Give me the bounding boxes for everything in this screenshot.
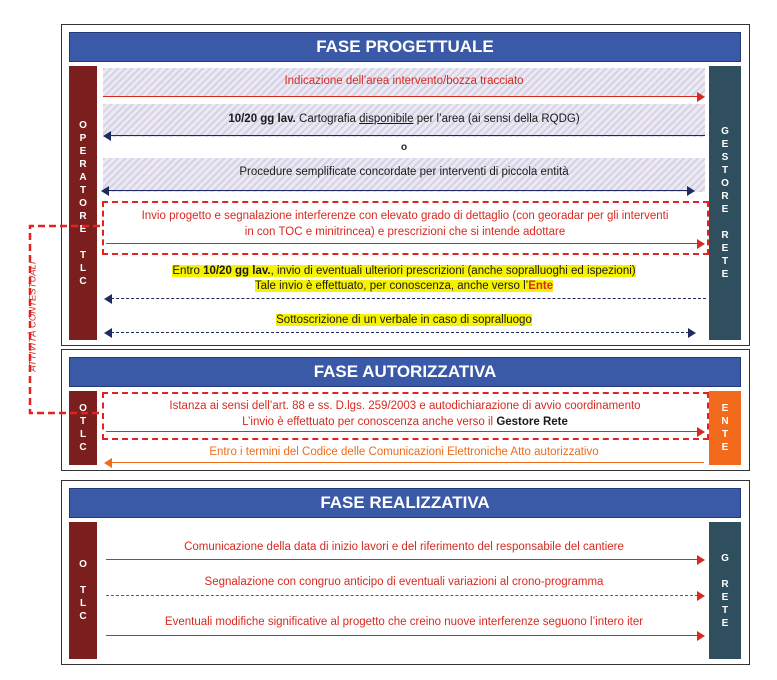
operatore-tlc-letter: E [79, 223, 87, 235]
operatore-tlc-letter: R [79, 158, 87, 170]
gestore-rete-letter: T [721, 256, 729, 267]
operatore-tlc-letter: A [79, 171, 87, 183]
row-indicazione-area: Indicazione dell’area intervento/bozza tracciato [284, 75, 524, 87]
verbale-text: Sottoscrizione di un verbale in caso di sopralluogo [276, 314, 532, 326]
or-separator: o [400, 142, 408, 153]
otlc-bar-realizzativa [69, 522, 97, 659]
row-ulteriori-prescrizioni-l1 [103, 265, 705, 277]
cartografia-text-b: per l’area (ai sensi della RQDG) [413, 113, 580, 125]
row-invio-progetto-l2: in con TOC e minitrincea) e prescrizioni che si intende adottare [244, 226, 566, 238]
row-atto-autorizzativo: Entro i termini del Codice delle Comunicazioni Elettroniche Atto autorizzativo [209, 446, 599, 458]
gestore-rete-letter: O [721, 178, 729, 189]
otlc-letter: L [79, 598, 87, 609]
title-fase-autorizzativa: FASE AUTORIZZATIVA [69, 357, 741, 387]
cartografia-text-a: Cartografia [295, 113, 360, 125]
gestore-rete-letter: S [721, 152, 729, 163]
attivita-contestuali-label: ATTIVITÀ CONTESTUALI [27, 261, 39, 372]
ente-letter: N [721, 416, 729, 427]
gestore-rete-letter: E [721, 204, 729, 215]
row-modifiche-significative: Eventuali modifiche significative al progetto che creino nuove interferenze seguono l’intero iter [164, 616, 644, 628]
row-invio-progetto-l1: Invio progetto e segnalazione interferenze con elevato grado di dettaglio (con georadar per gli interventi [141, 210, 669, 222]
operatore-tlc-letter: E [79, 145, 87, 157]
gestore-rete-letter [724, 216, 727, 229]
title-fase-progettuale: FASE PROGETTUALE [69, 32, 741, 62]
gestore-rete-letter: R [721, 230, 729, 241]
otlc-letter: C [79, 442, 87, 453]
operatore-tlc-letter: O [79, 197, 87, 209]
gestore-rete-bar-realizzativa [709, 522, 741, 659]
entro-text: Entro [172, 265, 204, 277]
operatore-tlc-letter: T [79, 249, 87, 261]
gestore-rete-letter: E [721, 243, 729, 254]
ente-bar [709, 391, 741, 465]
otlc-letter: T [79, 416, 87, 427]
ente-ref: Ente [528, 280, 554, 292]
row-procedure-semplificate: Procedure semplificate concordate per interventi di piccola entità [239, 166, 569, 178]
gestore-rete-letter: R [721, 191, 729, 202]
otlc-letter: T [79, 585, 87, 596]
otlc-letter: L [79, 429, 87, 440]
gestore-rete-letter: E [721, 139, 729, 150]
operatore-tlc-letter: T [79, 184, 87, 196]
g-rete-letter: E [721, 591, 729, 603]
ente-letter: T [721, 429, 729, 440]
ente-letter: E [721, 403, 729, 414]
contestuali-connector [0, 0, 110, 420]
otlc-letter: O [79, 403, 87, 414]
row-istanza-l1: Istanza ai sensi dell’art. 88 e ss. D.lgs. 259/2003 e autodichiarazione di avvio coordinamento [169, 400, 641, 412]
otlc-letter: O [79, 559, 87, 570]
gestore-rete-bar [709, 66, 741, 340]
gestore-rete-letter: G [721, 126, 729, 137]
otlc-letter [82, 571, 85, 584]
row-inizio-lavori: Comunicazione della data di inizio lavori e del riferimento del responsabile del cantiere [184, 541, 624, 553]
title-fase-realizzativa: FASE REALIZZATIVA [69, 488, 741, 518]
cartografia-disponibile: disponibile [359, 113, 414, 125]
otlc-letter: C [79, 611, 87, 622]
operatore-tlc-letter: O [79, 119, 87, 131]
ente-letter: E [721, 442, 729, 453]
operatore-tlc-letter: P [79, 132, 87, 144]
tale-invio-text: Tale invio è effettuato, per conoscenza, anche verso l’ [254, 280, 529, 292]
row-sottoscrizione-verbale [103, 314, 705, 326]
operatore-tlc-letter: C [79, 275, 87, 287]
g-rete-letter: G [721, 552, 729, 564]
operatore-tlc-letter: R [79, 210, 87, 222]
g-rete-letter: E [721, 617, 729, 629]
row-ulteriori-prescrizioni-l2 [103, 280, 705, 292]
prescrizioni-text: , invio di eventuali ulteriori prescrizioni (anche sopralluoghi ed ispezioni) [270, 265, 636, 277]
row-crono-programma: Segnalazione con congruo anticipo di eventuali variazioni al crono-programma [204, 576, 604, 588]
gestore-rete-letter: T [721, 165, 729, 176]
row-istanza-l2 [104, 416, 706, 428]
g-rete-letter [724, 565, 727, 578]
prescrizioni-days: 10/20 gg lav. [203, 265, 271, 277]
operatore-tlc-letter: L [79, 262, 87, 274]
g-rete-letter: T [721, 604, 729, 616]
g-rete-letter: R [721, 578, 729, 590]
gestore-rete-ref: Gestore Rete [496, 416, 568, 428]
gestore-rete-letter: E [721, 269, 729, 280]
cartografia-days: 10/20 gg lav. [228, 113, 296, 125]
row-cartografia [103, 113, 705, 125]
istanza-l2-text: L’invio è effettuato per conoscenza anche verso il [242, 416, 497, 428]
